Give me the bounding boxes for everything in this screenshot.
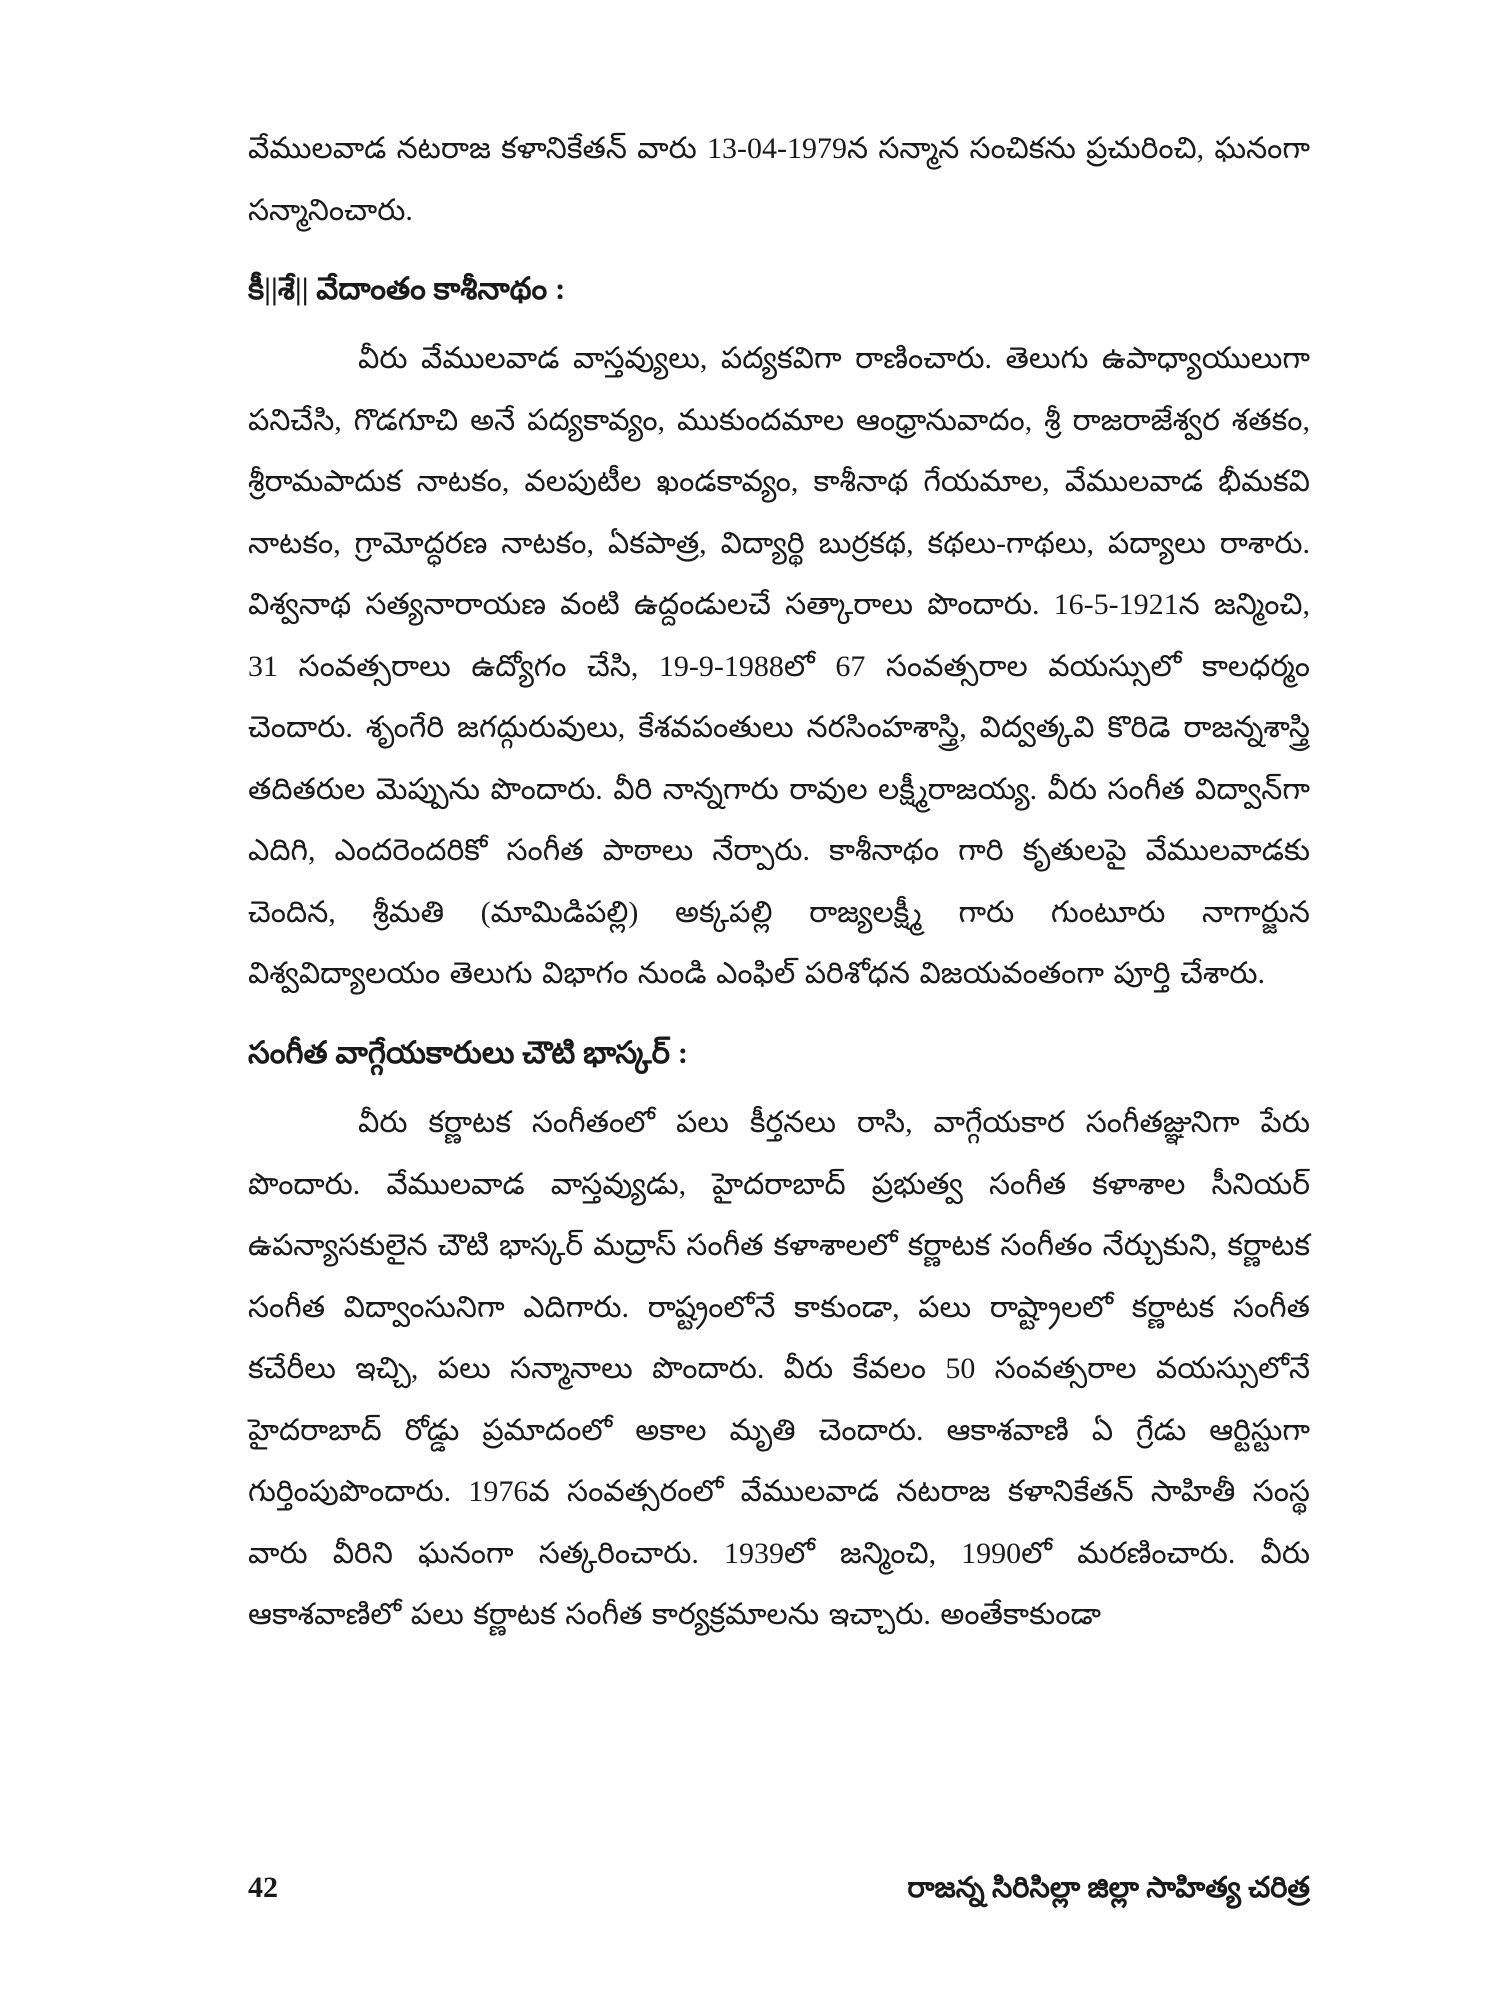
text-block: [248, 118, 1310, 1660]
section-heading-chouti-bhaskar: సంగీత వాగ్గేయకారులు చౌటి భాస్కర్ :: [248, 1034, 689, 1070]
page-footer: [248, 1871, 1310, 1912]
section-body-vedantam-kasinatham: వీరు వేములవాడ వాస్తవ్యులు, పద్యకవిగా రాణించారు. తెలుగు ఉపాధ్యాయులుగా పనిచేసి, గొడగూచి అనే పద్యకావ్యం, ముకుందమాల ఆంధ్రానువాదం, శ్రీ రాజరాజేశ్వర శతకం, శ్రీరామపాదుక నాటకం, వలపుటీల ఖండకావ్యం, కాశీనాథ గేయమాల, వేములవాడ భీమకవి నాటకం, గ్రామోద్ధరణ నాటకం, ఏకపాత్ర, విద్యార్థి బుర్రకథ, కథలు-గాథలు, పద్యాలు రాశారు. విశ్వనాథ సత్యనారాయణ వంటి ఉద్దండులచే సత్కారాలు పొందారు. 16-5-1921న జన్మించి, 31 సంవత్సరాలు ఉద్యోగం చేసి, 19-9-1988లో 67 సంవత్సరాల వయస్సులో కాలధర్మం చెందారు. శృంగేరి జగద్గురువులు, కేశవపంతులు నరసింహశాస్త్రి, విద్వత్కవి కొరిడె రాజన్నశాస్త్రి తదితరుల మెప్పును పొందారు. వీరి నాన్నగారు రావుల లక్ష్మీరాజయ్య. వీరు సంగీత విద్వాన్‌గా ఎదిగి, ఎందరెందరికో సంగీత పాఠాలు నేర్పారు. కాశీనాథం గారి కృతులపై వేములవాడకు చెందిన, శ్రీమతి (మామిడిపల్లి) అక్కపల్లి రాజ్యలక్ష్మీ గారు గుంటూరు నాగార్జున విశ్వవిద్యాలయం తెలుగు విభాగం నుండి ఎంఫిల్ పరిశోధన విజయవంతంగా పూర్తి చేశారు.: [248, 342, 1310, 991]
intro-paragraph: వేములవాడ నటరాజ కళానికేతన్ వారు 13-04-1979న సన్మాన సంచికను ప్రచురించి, ఘనంగా సన్మానించారు.: [248, 132, 1310, 227]
section-body-chouti-bhaskar: వీరు కర్ణాటక సంగీతంలో పలు కీర్తనలు రాసి, వాగ్గేయకార సంగీతజ్ఞునిగా పేరు పొందారు. వేములవాడ వాస్తవ్యుడు, హైదరాబాద్ ప్రభుత్వ సంగీత కళాశాల సీనియర్ ఉపన్యాసకులైన చౌటి భాస్కర్ మద్రాస్ సంగీత కళాశాలలో కర్ణాటక సంగీతం నేర్చుకుని, కర్ణాటక సంగీత విద్వాంసునిగా ఎదిగారు. రాష్ట్రంలోనే కాకుండా, పలు రాష్ట్రాలలో కర్ణాటక సంగీత కచేరీలు ఇచ్చి, పలు సన్మానాలు పొందారు. వీరు కేవలం 50 సంవత్సరాల వయస్సులోనే హైదరాబాద్ రోడ్డు ప్రమాదంలో అకాల మృతి చెందారు. ఆకాశవాణి ఏ గ్రేడు ఆర్టిస్టుగా గుర్తింపుపొందారు. 1976వ సంవత్సరంలో వేములవాడ నటరాజ కళానికేతన్ సాహితీ సంస్థ వారు వీరిని ఘనంగా సత్కరించారు. 1939లో జన్మించి, 1990లో మరణించారు. వీరు ఆకాశవాణిలో పలు కర్ణాటక సంగీత కార్యక్రమాలను ఇచ్చారు. అంతేకాకుండా: [248, 1106, 1310, 1632]
page-number: 42: [248, 1871, 278, 1904]
section-heading-vedantam-kasinatham: కీ||శే|| వేదాంతం కాశీనాథం :: [248, 271, 566, 306]
book-title-footer: రాజన్న సిరిసిల్లా జిల్లా సాహిత్య చరిత్ర: [907, 1872, 1310, 1904]
